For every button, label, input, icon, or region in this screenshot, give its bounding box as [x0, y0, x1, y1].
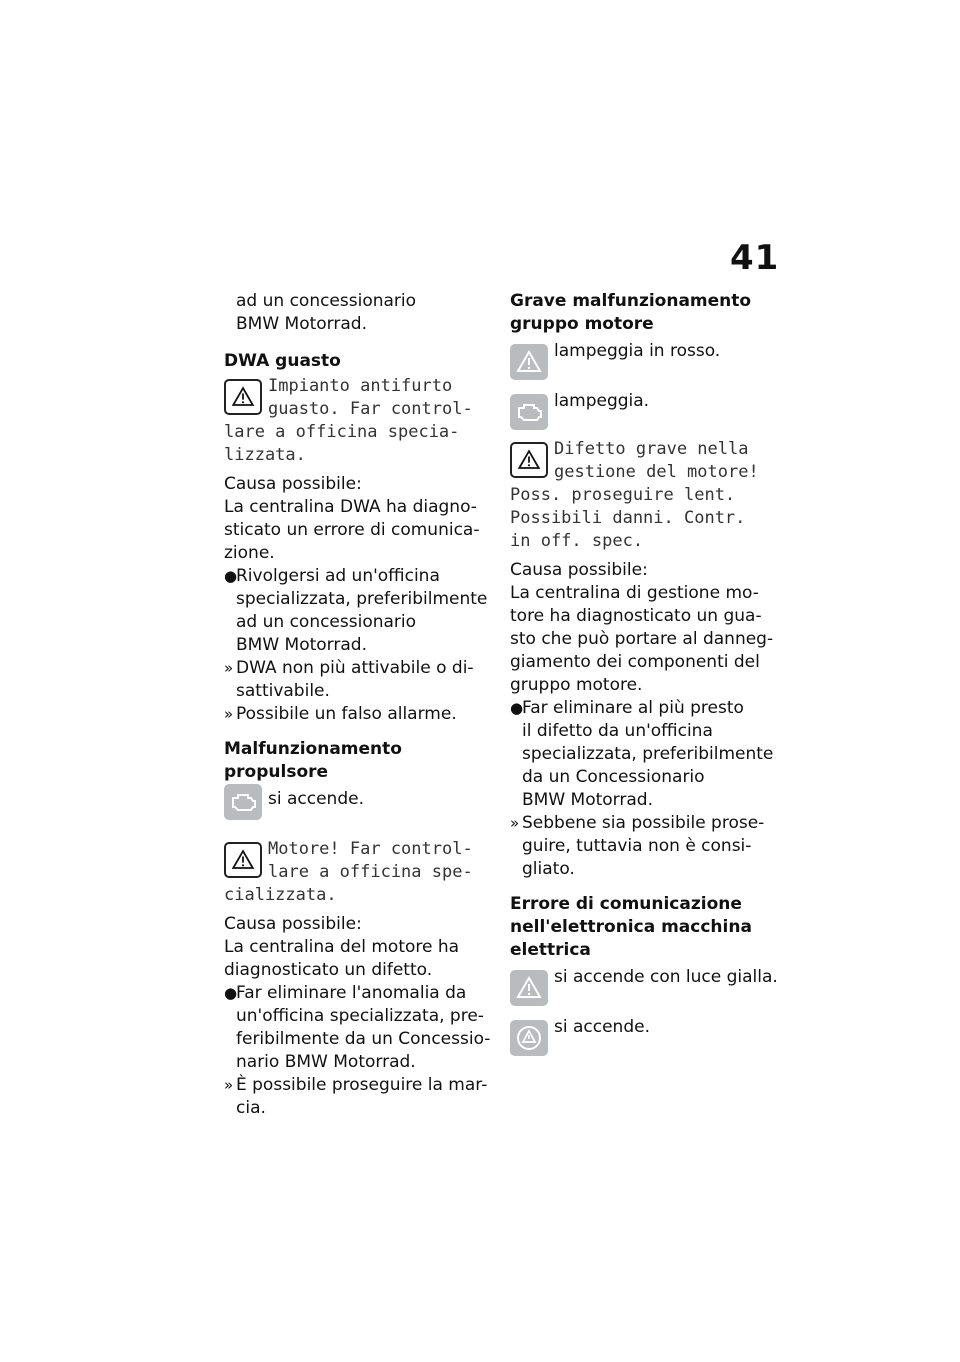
right-column: Grave malfunzionamento gruppo motore lampeggia in rosso. lampeggia. Difetto grave nella gestione del motore! Poss. proseguire lent. Possibili danni. Contr. in off. spec. Causa possibile: La centralina di gestione mo- tore ha diagnosticato un gua- sto che può portare al danneg- giamento dei componenti del gruppo motore. ● Far eliminare al più presto il difetto da un'officina specializzata, preferibilmente da un Concessionario BMW Motorrad. » Sebbene sia possibile prose- guire, tuttavia non è consi- gliato. Errore di comunicazione nell'elettronica macchina elettrica si accende con luce gialla. si accende.: [510, 290, 778, 1058]
list-item: » DWA non più attivabile o di-: [224, 658, 474, 678]
engine-lamp-line: si accende.: [224, 788, 492, 830]
warning-lamp-line: si accende con luce gialla.: [510, 966, 778, 1010]
comm-heading: Errore di comunicazione nell'elettronica macchina elettrica: [510, 894, 752, 960]
continuation-text: ad un concessionario BMW Motorrad.: [236, 291, 417, 334]
engine-warning-icon: [510, 394, 548, 430]
drive-lamp-line: si accende.: [510, 1016, 778, 1058]
list-item: ● Far eliminare al più presto: [510, 698, 744, 718]
list-item: ● Far eliminare l'anomalia da: [224, 983, 467, 1003]
engine-warning-icon: [224, 784, 262, 820]
warning-triangle-lamp-icon: [510, 970, 548, 1006]
grave-message: Difetto grave nella gestione del motore! Poss. proseguire lent. Possibili danni. Contr. in off. spec.: [510, 439, 759, 551]
warning-triangle-icon: [224, 842, 262, 878]
warning-triangle-lamp-icon: [510, 344, 548, 380]
grave-actions: ● Far eliminare al più presto il difetto da un'officina specializzata, preferibilmente da un Concessionario BMW Motorrad. » Sebbene sia possibile prose- guire, tuttavia non è consi- gliato.: [510, 697, 778, 881]
list-item: » Possibile un falso allarme.: [224, 704, 457, 724]
cause-label: Causa possibile:: [510, 560, 648, 580]
warning-triangle-icon: [510, 442, 548, 478]
left-column: ad un concessionario BMW Motorrad. DWA guasto Impianto antifurto guasto. Far control- lare a officina specia- lizzata. Causa possibile: La centralina DWA ha diagno- sticato un errore di comunica- zione. ● Rivolgersi ad un'officina specializzata, preferibilmente ad un concessionario BMW Motorrad. » DWA non più attivabile o di- sattivabile. » Possibile un falso allarme. Malfunzionamento propulsore si accende. Motore! Far control- lare a officina spe- cializzata. Causa possibile: La centralina del motore ha diagnosticato un difetto. ● Far eliminare l'anomalia da un'officina specializzata, pre- feribilmente da un Concessio- nario BMW Motorrad. » È possibile proseguire la mar- cia.: [224, 291, 491, 1118]
propulsion-message: Motore! Far control- lare a officina spe- cializzata.: [224, 839, 473, 905]
page-number: 41: [730, 238, 780, 278]
grave-heading: Grave malfunzionamento gruppo motore: [510, 291, 752, 334]
dwa-heading: DWA guasto: [224, 351, 341, 371]
engine-lamp-line: lampeggia.: [510, 390, 778, 432]
dwa-message: Impianto antifurto guasto. Far control- lare a officina specia- lizzata.: [224, 376, 473, 465]
list-item: ● Rivolgersi ad un'officina: [224, 566, 440, 586]
warning-triangle-icon: [224, 379, 262, 415]
cause-label: Causa possibile:: [224, 474, 362, 494]
list-item: » È possibile proseguire la mar-: [224, 1075, 488, 1095]
list-item: » Sebbene sia possibile prose-: [510, 813, 765, 833]
cause-label: Causa possibile:: [224, 914, 362, 934]
dwa-actions: ● Rivolgersi ad un'officina specializzata, preferibilmente ad un concessionario BMW Motorrad. » DWA non più attivabile o di- sattivabile. » Possibile un falso allarme.: [224, 565, 492, 726]
propulsion-heading: Malfunzionamento propulsore: [224, 739, 402, 782]
drive-system-warning-icon: [510, 1020, 548, 1056]
warning-lamp-line: lampeggia in rosso.: [510, 340, 778, 384]
propulsion-actions: ● Far eliminare l'anomalia da un'officina specializzata, pre- feribilmente da un Concessio- nario BMW Motorrad. » È possibile proseguire la mar- cia.: [224, 983, 491, 1118]
